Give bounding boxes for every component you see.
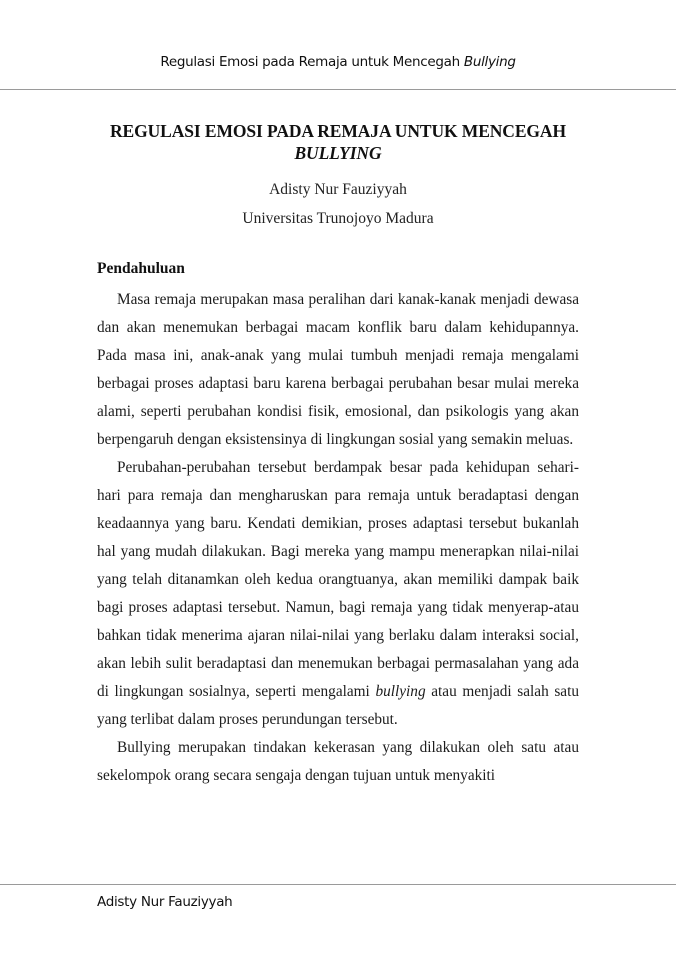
article-title-line-1: REGULASI EMOSI PADA REMAJA UNTUK MENCEGAH	[110, 121, 566, 141]
paragraph-1: Masa remaja merupakan masa peralihan dari kanak-kanak menjadi dewasa dan akan menemukan berbagai macam konflik baru dalam kehidupannya. Pada masa ini, anak-anak yang mulai tumbuh menjadi remaja mengalami berbagai proses adaptasi baru karena berbagai perubahan besar mulai mereka alami, seperti perubahan kondisi fisik, emosional, dan psikologis yang akan berpengaruh dengan eksistensinya di lingkungan sosial yang semakin meluas.	[97, 291, 579, 448]
article-title	[0, 120, 676, 164]
article-body	[97, 258, 579, 790]
paragraph-2-italic-term: bullying	[375, 683, 426, 700]
running-header	[0, 54, 676, 70]
footer-divider	[0, 884, 676, 885]
running-header-title: Regulasi Emosi pada Remaja untuk Mencegah	[160, 54, 464, 70]
article-title-line-2: BULLYING	[294, 143, 382, 163]
paragraph-2	[97, 454, 579, 734]
paragraph-2-text-before: Perubahan-perubahan tersebut berdampak besar pada kehidupan sehari-hari para remaja dan mengharuskan para remaja untuk beradaptasi dengan keadaannya yang baru. Kendati demikian, proses adaptasi tersebut bukanlah hal yang mudah dilakukan. Bagi mereka yang mampu menerapkan nilai-nilai yang telah ditanamkan oleh kedua orangtuanya, akan memiliki dampak baik bagi proses adaptasi tersebut. Namun, bagi remaja yang tidak menyerap-atau bahkan tidak menerima ajaran nilai-nilai yang berlaku dalam interaksi social, akan lebih sulit beradaptasi dan menemukan berbagai permasalahan yang ada di lingkungan sosialnya, seperti mengalami	[97, 459, 579, 700]
running-footer-author: Adisty Nur Fauziyyah	[97, 894, 233, 910]
header-divider	[0, 89, 676, 90]
paragraph-3: Bullying merupakan tindakan kekerasan yang dilakukan oleh satu atau sekelompok orang secara sengaja dengan tujuan untuk menyakiti	[97, 739, 579, 784]
section-heading-pendahuluan: Pendahuluan	[97, 260, 185, 277]
article-affiliation: Universitas Trunojoyo Madura	[242, 210, 434, 227]
paragraph-2-text-after: atau menjadi salah satu yang terlibat dalam proses perundungan tersebut.	[97, 683, 579, 728]
running-header-title-italic: Bullying	[463, 54, 516, 70]
article-author: Adisty Nur Fauziyyah	[269, 181, 407, 198]
